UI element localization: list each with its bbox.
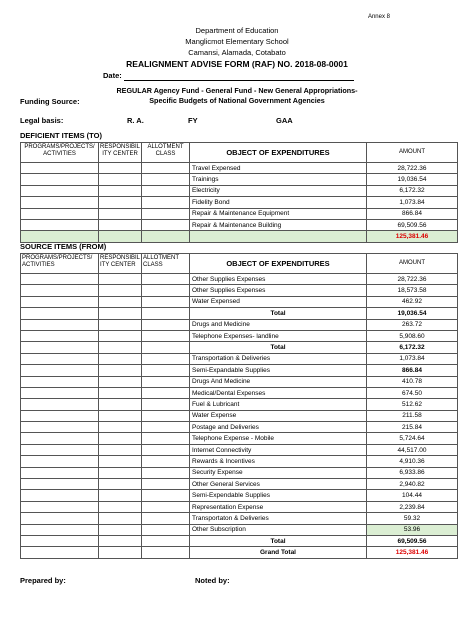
- ac-cell: [142, 163, 190, 174]
- source-items-table: [20, 253, 458, 559]
- prepared-by-label: Prepared by:: [20, 576, 66, 585]
- table-row: [21, 410, 458, 421]
- table-row: [21, 490, 458, 501]
- object-cell: [190, 231, 367, 242]
- ac-cell: [142, 296, 190, 307]
- ppa-cell: [21, 208, 99, 219]
- rc-cell: [99, 410, 142, 421]
- col-header-ppa: PROGRAMS/PROJECTS/ ACTIVITIES: [21, 254, 99, 274]
- ac-cell: [142, 524, 190, 535]
- ac-cell: [142, 231, 190, 242]
- legal-gaa: GAA: [276, 116, 293, 125]
- ppa-cell: [21, 296, 99, 307]
- table-row: [21, 433, 458, 444]
- col-header-obj: OBJECT OF EXPENDITURES: [190, 143, 367, 163]
- deficient-items-table: [20, 142, 458, 243]
- amount-cell: 1,073.84: [367, 353, 458, 364]
- rc-cell: [99, 422, 142, 433]
- object-cell: Telephone Expense - Mobile: [190, 433, 367, 444]
- noted-by-label: Noted by:: [195, 576, 230, 585]
- table-row: [21, 513, 458, 524]
- object-cell: Postage and Deliveries: [190, 422, 367, 433]
- amount-cell: 104.44: [367, 490, 458, 501]
- ppa-cell: [21, 467, 99, 478]
- table-row: [21, 330, 458, 341]
- object-cell: Water Expense: [190, 410, 367, 421]
- ppa-cell: [21, 319, 99, 330]
- object-cell: Semi-Expendable Supplies: [190, 490, 367, 501]
- ppa-cell: [21, 185, 99, 196]
- col-header-rc: RESPONSIBIL ITY CENTER: [99, 143, 142, 163]
- object-cell: Trainings: [190, 174, 367, 185]
- ac-cell: [142, 456, 190, 467]
- grand-total-row: [21, 547, 458, 558]
- object-cell: Semi-Expandable Supplies: [190, 365, 367, 376]
- amount-cell: 866.84: [367, 208, 458, 219]
- ppa-cell: [21, 433, 99, 444]
- rc-cell: [99, 208, 142, 219]
- grand-total-amount: 125,381.46: [367, 547, 458, 558]
- school-address: Camansi, Alamada, Cotabato: [188, 48, 286, 57]
- ac-cell: [142, 342, 190, 353]
- amount-cell: 59.32: [367, 513, 458, 524]
- table-row: [21, 185, 458, 196]
- ac-cell: [142, 467, 190, 478]
- ac-cell: [142, 513, 190, 524]
- col-header-amount: AMOUNT: [367, 254, 458, 274]
- ppa-cell: [21, 535, 99, 546]
- amount-cell: 1,073.84: [367, 197, 458, 208]
- ppa-cell: [21, 163, 99, 174]
- rc-cell: [99, 433, 142, 444]
- ppa-cell: [21, 444, 99, 455]
- ac-cell: [142, 353, 190, 364]
- ac-cell: [142, 319, 190, 330]
- object-cell: Security Expense: [190, 467, 367, 478]
- amount-cell: 410.78: [367, 376, 458, 387]
- table-row: [21, 524, 458, 535]
- ac-cell: [142, 365, 190, 376]
- ac-cell: [142, 501, 190, 512]
- object-cell: Travel Expensed: [190, 163, 367, 174]
- amount-cell: 4,910.36: [367, 456, 458, 467]
- object-cell: Repair & Maintenance Equipment: [190, 208, 367, 219]
- object-cell: Telephone Expenses- landline: [190, 330, 367, 341]
- rc-cell: [99, 163, 142, 174]
- ac-cell: [142, 274, 190, 285]
- amount-cell: 5,724.64: [367, 433, 458, 444]
- ppa-cell: [21, 308, 99, 319]
- rc-cell: [99, 547, 142, 558]
- table-row: [21, 467, 458, 478]
- amount-cell: 674.50: [367, 387, 458, 398]
- amount-cell: 19,036.54: [367, 308, 458, 319]
- table-row: [21, 197, 458, 208]
- object-cell: Drugs and Medicine: [190, 319, 367, 330]
- table-row: [21, 296, 458, 307]
- rc-cell: [99, 479, 142, 490]
- amount-cell: 866.84: [367, 365, 458, 376]
- object-cell: Other Subscription: [190, 524, 367, 535]
- ppa-cell: [21, 353, 99, 364]
- ppa-cell: [21, 490, 99, 501]
- col-header-rc: RESPONSIBIL ITY CENTER: [99, 254, 142, 274]
- rc-cell: [99, 501, 142, 512]
- rc-cell: [99, 296, 142, 307]
- amount-cell: 69,509.56: [367, 219, 458, 230]
- ac-cell: [142, 308, 190, 319]
- annex-label: Annex 8: [367, 14, 390, 20]
- rc-cell: [99, 387, 142, 398]
- ac-cell: [142, 547, 190, 558]
- ppa-cell: [21, 501, 99, 512]
- amount-cell: 28,722.36: [367, 274, 458, 285]
- ppa-cell: [21, 330, 99, 341]
- form-title: REALIGNMENT ADVISE FORM (RAF) NO. 2018-08-0001: [126, 59, 348, 69]
- ac-cell: [142, 490, 190, 501]
- ppa-cell: [21, 513, 99, 524]
- deficient-title: DEFICIENT ITEMS (TO): [20, 131, 102, 140]
- amount-cell: 28,722.36: [367, 163, 458, 174]
- amount-cell: 53.96: [367, 524, 458, 535]
- legal-ra: R. A.: [127, 116, 144, 125]
- rc-cell: [99, 185, 142, 196]
- rc-cell: [99, 219, 142, 230]
- object-cell: Fuel & Lubricant: [190, 399, 367, 410]
- amount-cell: 19,036.54: [367, 174, 458, 185]
- ppa-cell: [21, 285, 99, 296]
- object-cell: Other Supplies Expenses: [190, 274, 367, 285]
- total-row: [21, 231, 458, 242]
- amount-cell: 2,239.84: [367, 501, 458, 512]
- amount-cell: 6,933.86: [367, 467, 458, 478]
- ppa-cell: [21, 219, 99, 230]
- table-row: [21, 501, 458, 512]
- col-header-ac: ALLOTMENT CLASS: [142, 143, 190, 163]
- table-row: [21, 444, 458, 455]
- ppa-cell: [21, 197, 99, 208]
- ac-cell: [142, 185, 190, 196]
- table-row: [21, 387, 458, 398]
- ac-cell: [142, 208, 190, 219]
- object-cell: Total: [190, 342, 367, 353]
- amount-cell: 462.92: [367, 296, 458, 307]
- object-cell: Rewards & Incentives: [190, 456, 367, 467]
- table-row: [21, 319, 458, 330]
- amount-cell: 6,172.32: [367, 342, 458, 353]
- object-cell: Representation Expense: [190, 501, 367, 512]
- rc-cell: [99, 399, 142, 410]
- object-cell: Transportaton & Deliveries: [190, 513, 367, 524]
- ppa-cell: [21, 456, 99, 467]
- rc-cell: [99, 524, 142, 535]
- ac-cell: [142, 399, 190, 410]
- rc-cell: [99, 456, 142, 467]
- fund-line-1: REGULAR Agency Fund - General Fund - New General Appropriations-: [116, 86, 358, 95]
- ppa-cell: [21, 399, 99, 410]
- col-header-ppa: PROGRAMS/PROJECTS/ ACTIVITIES: [21, 143, 99, 163]
- ac-cell: [142, 219, 190, 230]
- rc-cell: [99, 319, 142, 330]
- amount-cell: 211.58: [367, 410, 458, 421]
- ppa-cell: [21, 231, 99, 242]
- table-row: [21, 365, 458, 376]
- object-cell: Fidelity Bond: [190, 197, 367, 208]
- subtotal-row: [21, 342, 458, 353]
- amount-cell: 69,509.56: [367, 535, 458, 546]
- ppa-cell: [21, 342, 99, 353]
- ac-cell: [142, 197, 190, 208]
- ppa-cell: [21, 365, 99, 376]
- table-row: [21, 219, 458, 230]
- ppa-cell: [21, 479, 99, 490]
- table-row: [21, 456, 458, 467]
- table-row: [21, 208, 458, 219]
- object-cell: Other General Services: [190, 479, 367, 490]
- ac-cell: [142, 376, 190, 387]
- rc-cell: [99, 285, 142, 296]
- col-header-amount: AMOUNT: [367, 143, 458, 163]
- amount-cell: 6,172.32: [367, 185, 458, 196]
- subtotal-row: [21, 535, 458, 546]
- table-row: [21, 163, 458, 174]
- rc-cell: [99, 490, 142, 501]
- ac-cell: [142, 422, 190, 433]
- date-field[interactable]: [124, 80, 354, 81]
- col-header-ac: ALLOTMENT CLASS: [142, 254, 190, 274]
- ac-cell: [142, 387, 190, 398]
- object-cell: Transportation & Deliveries: [190, 353, 367, 364]
- grand-total-label: Grand Total: [190, 547, 367, 558]
- rc-cell: [99, 535, 142, 546]
- department-name: Department of Education: [195, 26, 279, 35]
- rc-cell: [99, 342, 142, 353]
- rc-cell: [99, 467, 142, 478]
- table-row: [21, 285, 458, 296]
- ppa-cell: [21, 547, 99, 558]
- object-cell: Internet Connectivity: [190, 444, 367, 455]
- table-row: [21, 274, 458, 285]
- amount-cell: 44,517.00: [367, 444, 458, 455]
- amount-cell: 5,908.60: [367, 330, 458, 341]
- object-cell: Water Expensed: [190, 296, 367, 307]
- rc-cell: [99, 274, 142, 285]
- legal-basis-label: Legal basis:: [20, 116, 64, 125]
- table-row: [21, 174, 458, 185]
- object-cell: Drugs And Medicine: [190, 376, 367, 387]
- amount-cell: 215.84: [367, 422, 458, 433]
- rc-cell: [99, 197, 142, 208]
- subtotal-row: [21, 308, 458, 319]
- table-row: [21, 479, 458, 490]
- rc-cell: [99, 513, 142, 524]
- col-header-obj: OBJECT OF EXPENDITURES: [190, 254, 367, 274]
- amount-cell: 2,940.82: [367, 479, 458, 490]
- amount-cell: 18,573.58: [367, 285, 458, 296]
- rc-cell: [99, 353, 142, 364]
- ppa-cell: [21, 524, 99, 535]
- object-cell: Total: [190, 308, 367, 319]
- funding-source-label: Funding Source:: [20, 97, 80, 106]
- rc-cell: [99, 365, 142, 376]
- rc-cell: [99, 376, 142, 387]
- legal-fy: FY: [188, 116, 198, 125]
- ppa-cell: [21, 174, 99, 185]
- amount-cell: 512.62: [367, 399, 458, 410]
- table-row: [21, 399, 458, 410]
- rc-cell: [99, 174, 142, 185]
- object-cell: Electricity: [190, 185, 367, 196]
- ac-cell: [142, 433, 190, 444]
- ac-cell: [142, 479, 190, 490]
- object-cell: Other Supplies Expenses: [190, 285, 367, 296]
- source-title: SOURCE ITEMS (FROM): [20, 242, 107, 251]
- deficient-total: 125,381.46: [367, 231, 458, 242]
- school-name: Manglicmot Elementary School: [185, 37, 289, 46]
- ac-cell: [142, 410, 190, 421]
- fund-line-2: Specific Budgets of National Government Agencies: [149, 96, 325, 105]
- amount-cell: 263.72: [367, 319, 458, 330]
- object-cell: Repair & Maintenance Building: [190, 219, 367, 230]
- ppa-cell: [21, 387, 99, 398]
- table-row: [21, 376, 458, 387]
- table-row: [21, 422, 458, 433]
- rc-cell: [99, 330, 142, 341]
- table-row: [21, 353, 458, 364]
- rc-cell: [99, 308, 142, 319]
- ppa-cell: [21, 422, 99, 433]
- ppa-cell: [21, 410, 99, 421]
- ppa-cell: [21, 274, 99, 285]
- object-cell: Medical/Dental Expenses: [190, 387, 367, 398]
- ac-cell: [142, 535, 190, 546]
- date-label: Date:: [103, 71, 122, 80]
- rc-cell: [99, 444, 142, 455]
- ac-cell: [142, 444, 190, 455]
- object-cell: Total: [190, 535, 367, 546]
- ppa-cell: [21, 376, 99, 387]
- ac-cell: [142, 174, 190, 185]
- ac-cell: [142, 330, 190, 341]
- ac-cell: [142, 285, 190, 296]
- rc-cell: [99, 231, 142, 242]
